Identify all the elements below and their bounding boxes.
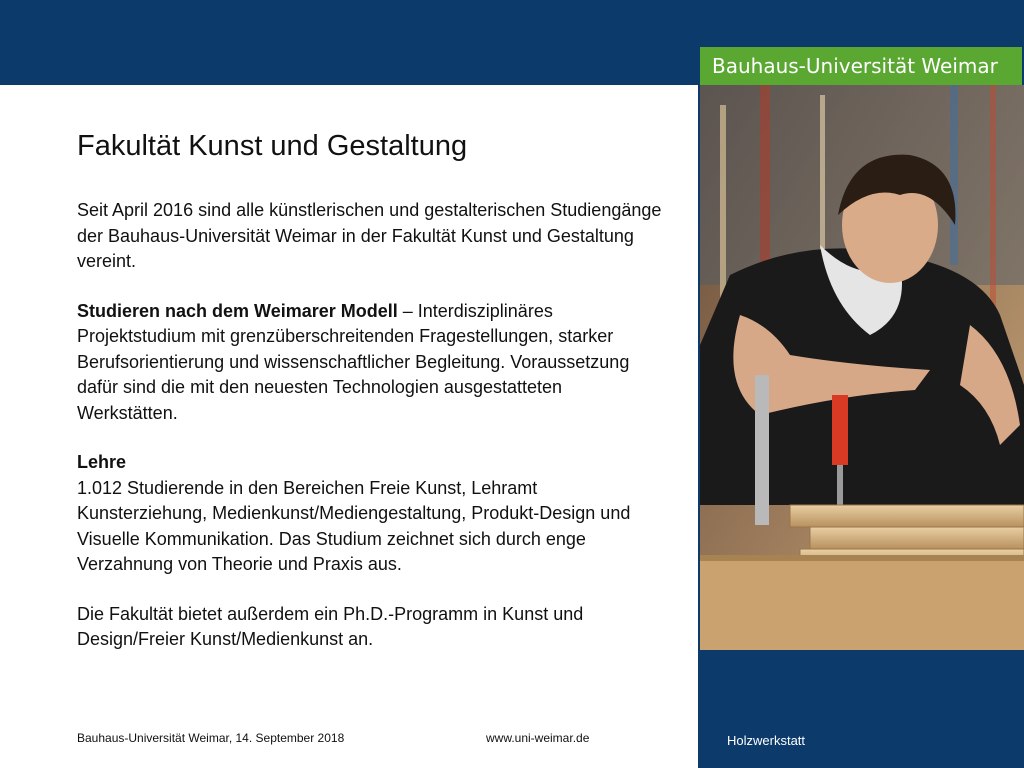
model-text: – Interdisziplinäres Projektstudium mit grenzüberschreitenden Fragestellungen, starker Berufsorientierung und wissenschaftlicher Begleitung. Voraussetzung dafür sind die mit den neuesten Technologien ausgestatteten Werkstätten. bbox=[77, 300, 630, 423]
intro-paragraph: Seit April 2016 sind alle künstlerischen und gestalterischen Studiengänge der Bauhaus-Universität Weimar in der Fakultät Kunst und Gestaltung vereint. bbox=[77, 200, 662, 271]
model-heading: Studieren nach dem Weimarer Modell bbox=[77, 300, 398, 321]
lehre-text: 1.012 Studierende in den Bereichen Freie Kunst, Lehramt Kunsterziehung, Medienkunst/Mediengestaltung, Produkt-Design und Visuelle Kommunikation. Das Studium zeichnet sich durch enge Verzahnung von Theorie und Praxis aus. bbox=[77, 477, 631, 574]
university-logo: Bauhaus-Universität Weimar bbox=[700, 47, 1022, 85]
main-content bbox=[77, 128, 667, 677]
model-paragraph bbox=[77, 299, 667, 427]
phd-paragraph: Die Fakultät bietet außerdem ein Ph.D.-Programm in Kunst und Design/Freier Kunst/Medienkunst an. bbox=[77, 603, 584, 649]
footer-url-link[interactable]: www.uni-weimar.de bbox=[486, 731, 590, 745]
workshop-photo bbox=[700, 85, 1024, 650]
page-title: Fakultät Kunst und Gestaltung bbox=[77, 130, 468, 162]
photo-caption: Holzwerkstatt bbox=[727, 733, 806, 748]
footer-source: Bauhaus-Universität Weimar, 14. September 2018 bbox=[77, 731, 345, 745]
lehre-paragraph bbox=[77, 450, 667, 578]
lehre-heading: Lehre bbox=[77, 452, 127, 472]
